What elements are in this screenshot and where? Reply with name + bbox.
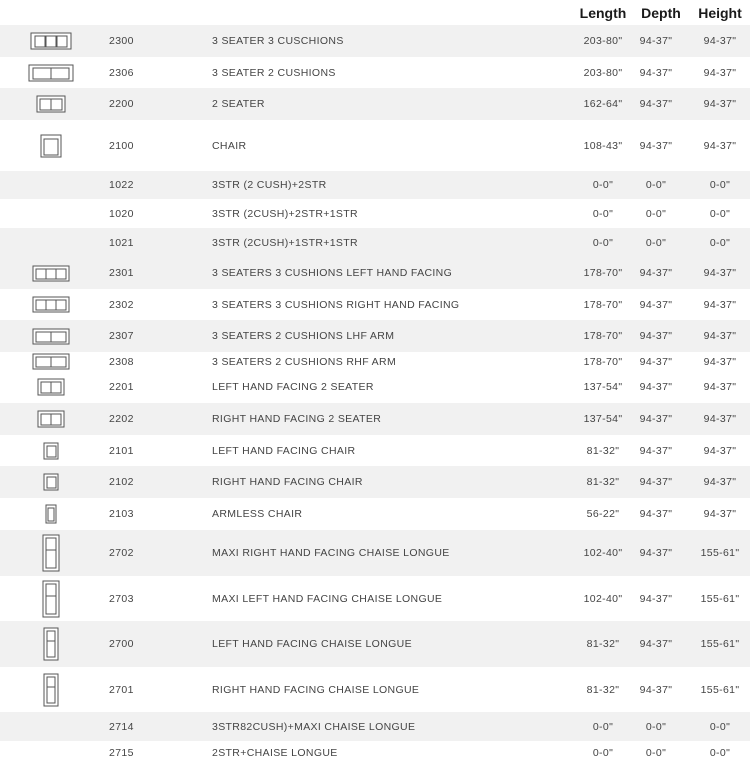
depth-value: 94-37" (639, 298, 673, 311)
product-code: 2100 (109, 139, 134, 152)
length-value: 0-0" (592, 236, 614, 249)
product-description: 3 SEATER 3 CUSCHIONS (212, 35, 344, 47)
sofa-3-cushion-rhf-icon (22, 289, 80, 320)
depth-value: 0-0" (645, 236, 667, 249)
sofa-3-cushion-lhf-icon (22, 257, 80, 289)
product-code: 2308 (109, 355, 134, 368)
product-code: 2703 (109, 592, 134, 605)
product-description: 3 SEATER 2 CUSHIONS (212, 66, 336, 79)
height-value: 0-0" (709, 747, 731, 759)
height-value: 155-61" (700, 547, 740, 559)
table-row (0, 741, 750, 765)
table-row (0, 576, 750, 621)
product-code: 2200 (109, 98, 134, 110)
length-value: 0-0" (592, 720, 614, 733)
product-description: CHAIR (212, 139, 247, 152)
length-value: 0-0" (592, 747, 614, 759)
product-description: LEFT HAND FACING CHAIR (212, 444, 356, 457)
table-row (0, 25, 750, 57)
product-code: 2101 (109, 444, 134, 457)
product-code: 2103 (109, 508, 134, 520)
sofa-2-cushion-rhf-icon (22, 352, 80, 371)
length-value: 178-70" (583, 267, 623, 279)
height-value: 155-61" (700, 683, 740, 696)
table-row (0, 199, 750, 228)
maxi-chaise-lhf-icon (22, 576, 80, 621)
height-value: 94-37" (703, 139, 737, 152)
product-description: LEFT HAND FACING CHAISE LONGUE (212, 638, 412, 650)
table-row (0, 88, 750, 120)
depth-value: 0-0" (645, 747, 667, 759)
sofa-3-cushion-icon (22, 25, 80, 57)
product-description: MAXI LEFT HAND FACING CHAISE LONGUE (212, 592, 443, 605)
length-value: 203-80" (583, 35, 623, 47)
depth-value: 0-0" (645, 207, 667, 220)
table-row (0, 371, 750, 403)
length-value: 178-70" (583, 330, 623, 342)
product-description: 2STR+CHAISE LONGUE (212, 747, 338, 759)
product-code: 1021 (109, 236, 134, 249)
product-description: 3STR (2CUSH)+1STR+1STR (212, 236, 358, 249)
chaise-rhf-icon (22, 667, 80, 712)
chair-icon (22, 120, 80, 171)
loveseat-rhf-icon (22, 403, 80, 435)
product-code: 2306 (109, 66, 134, 79)
product-description: 3 SEATERS 3 CUSHIONS LEFT HAND FACING (212, 267, 453, 279)
table-row (0, 530, 750, 576)
product-code: 2307 (109, 330, 134, 342)
height-value: 94-37" (703, 381, 737, 393)
product-description: 3 SEATERS 2 CUSHIONS LHF ARM (212, 330, 395, 342)
table-row (0, 57, 750, 88)
height-value: 94-37" (703, 98, 737, 110)
depth-value: 94-37" (639, 267, 673, 279)
height-value: 94-37" (703, 330, 737, 342)
height-value: 0-0" (709, 720, 731, 733)
length-value: 203-80" (583, 66, 623, 79)
header-depth: Depth (641, 5, 681, 21)
depth-value: 0-0" (645, 720, 667, 733)
depth-value: 94-37" (639, 139, 673, 152)
depth-value: 94-37" (639, 330, 673, 342)
depth-value: 94-37" (639, 413, 673, 425)
depth-value: 94-37" (639, 592, 673, 605)
depth-value: 94-37" (639, 355, 673, 368)
product-description: 3 SEATERS 3 CUSHIONS RIGHT HAND FACING (212, 298, 460, 311)
product-description: 2 SEATER (212, 98, 265, 110)
depth-value: 94-37" (639, 476, 673, 488)
chair-lhf-icon (22, 435, 80, 466)
table-row (0, 621, 750, 667)
product-description: 3 SEATERS 2 CUSHIONS RHF ARM (212, 355, 397, 368)
product-code: 2701 (109, 683, 134, 696)
table-row (0, 712, 750, 741)
height-value: 94-37" (703, 267, 737, 279)
table-row (0, 498, 750, 530)
product-description: 3STR (2 CUSH)+2STR (212, 179, 327, 191)
length-value: 178-70" (583, 298, 623, 311)
length-value: 162-64" (583, 98, 623, 110)
height-value: 0-0" (709, 207, 731, 220)
height-value: 94-37" (703, 298, 737, 311)
product-description: ARMLESS CHAIR (212, 508, 303, 520)
table-row (0, 667, 750, 712)
product-code: 2300 (109, 35, 134, 47)
length-value: 81-32" (586, 444, 620, 457)
product-code: 2714 (109, 720, 134, 733)
product-code: 2201 (109, 381, 134, 393)
depth-value: 94-37" (639, 683, 673, 696)
product-code: 2715 (109, 747, 134, 759)
sofa-2-cushion-lhf-icon (22, 320, 80, 352)
length-value: 0-0" (592, 207, 614, 220)
length-value: 81-32" (586, 476, 620, 488)
sofa-2-cushion-icon (22, 57, 80, 88)
product-code: 2202 (109, 413, 134, 425)
table-row (0, 320, 750, 352)
depth-value: 94-37" (639, 444, 673, 457)
product-description: RIGHT HAND FACING 2 SEATER (212, 413, 382, 425)
depth-value: 94-37" (639, 98, 673, 110)
height-value: 155-61" (700, 638, 740, 650)
product-code: 2700 (109, 638, 134, 650)
height-value: 155-61" (700, 592, 740, 605)
product-code: 1022 (109, 179, 134, 191)
product-code: 2102 (109, 476, 134, 488)
table-row (0, 352, 750, 371)
table-row (0, 435, 750, 466)
length-value: 137-54" (583, 413, 623, 425)
length-value: 102-40" (583, 592, 623, 605)
height-value: 94-37" (703, 355, 737, 368)
product-code: 2302 (109, 298, 134, 311)
table-row (0, 403, 750, 435)
product-code: 2301 (109, 267, 134, 279)
length-value: 102-40" (583, 547, 623, 559)
depth-value: 94-37" (639, 508, 673, 520)
height-value: 94-37" (703, 444, 737, 457)
height-value: 94-37" (703, 35, 737, 47)
length-value: 108-43" (583, 139, 623, 152)
chair-rhf-icon (22, 466, 80, 498)
table-row (0, 289, 750, 320)
table-row (0, 171, 750, 199)
table-row (0, 228, 750, 257)
length-value: 0-0" (592, 179, 614, 191)
height-value: 94-37" (703, 66, 737, 79)
product-description: RIGHT HAND FACING CHAISE LONGUE (212, 683, 420, 696)
height-value: 0-0" (709, 236, 731, 249)
height-value: 94-37" (703, 508, 737, 520)
depth-value: 94-37" (639, 547, 673, 559)
depth-value: 94-37" (639, 35, 673, 47)
height-value: 0-0" (709, 179, 731, 191)
depth-value: 94-37" (639, 381, 673, 393)
product-code: 2702 (109, 547, 134, 559)
length-value: 56-22" (586, 508, 620, 520)
product-description: LEFT HAND FACING 2 SEATER (212, 381, 374, 393)
product-description: MAXI RIGHT HAND FACING CHAISE LONGUE (212, 547, 450, 559)
table-row (0, 120, 750, 171)
table-row (0, 257, 750, 289)
height-value: 94-37" (703, 413, 737, 425)
product-code: 1020 (109, 207, 134, 220)
maxi-chaise-rhf-icon (22, 530, 80, 576)
length-value: 178-70" (583, 355, 623, 368)
loveseat-lhf-icon (22, 371, 80, 403)
product-description: 3STR82CUSH)+MAXI CHAISE LONGUE (212, 720, 416, 733)
depth-value: 94-37" (639, 66, 673, 79)
table-row (0, 466, 750, 498)
length-value: 81-32" (586, 638, 620, 650)
header-height: Height (698, 5, 742, 21)
chaise-lhf-icon (22, 621, 80, 667)
depth-value: 0-0" (645, 179, 667, 191)
product-description: RIGHT HAND FACING CHAIR (212, 476, 363, 488)
loveseat-icon (22, 88, 80, 120)
armless-chair-icon (22, 498, 80, 530)
header-length: Length (579, 5, 627, 21)
length-value: 81-32" (586, 683, 620, 696)
length-value: 137-54" (583, 381, 623, 393)
height-value: 94-37" (703, 476, 737, 488)
product-description: 3STR (2CUSH)+2STR+1STR (212, 207, 358, 220)
depth-value: 94-37" (639, 638, 673, 650)
